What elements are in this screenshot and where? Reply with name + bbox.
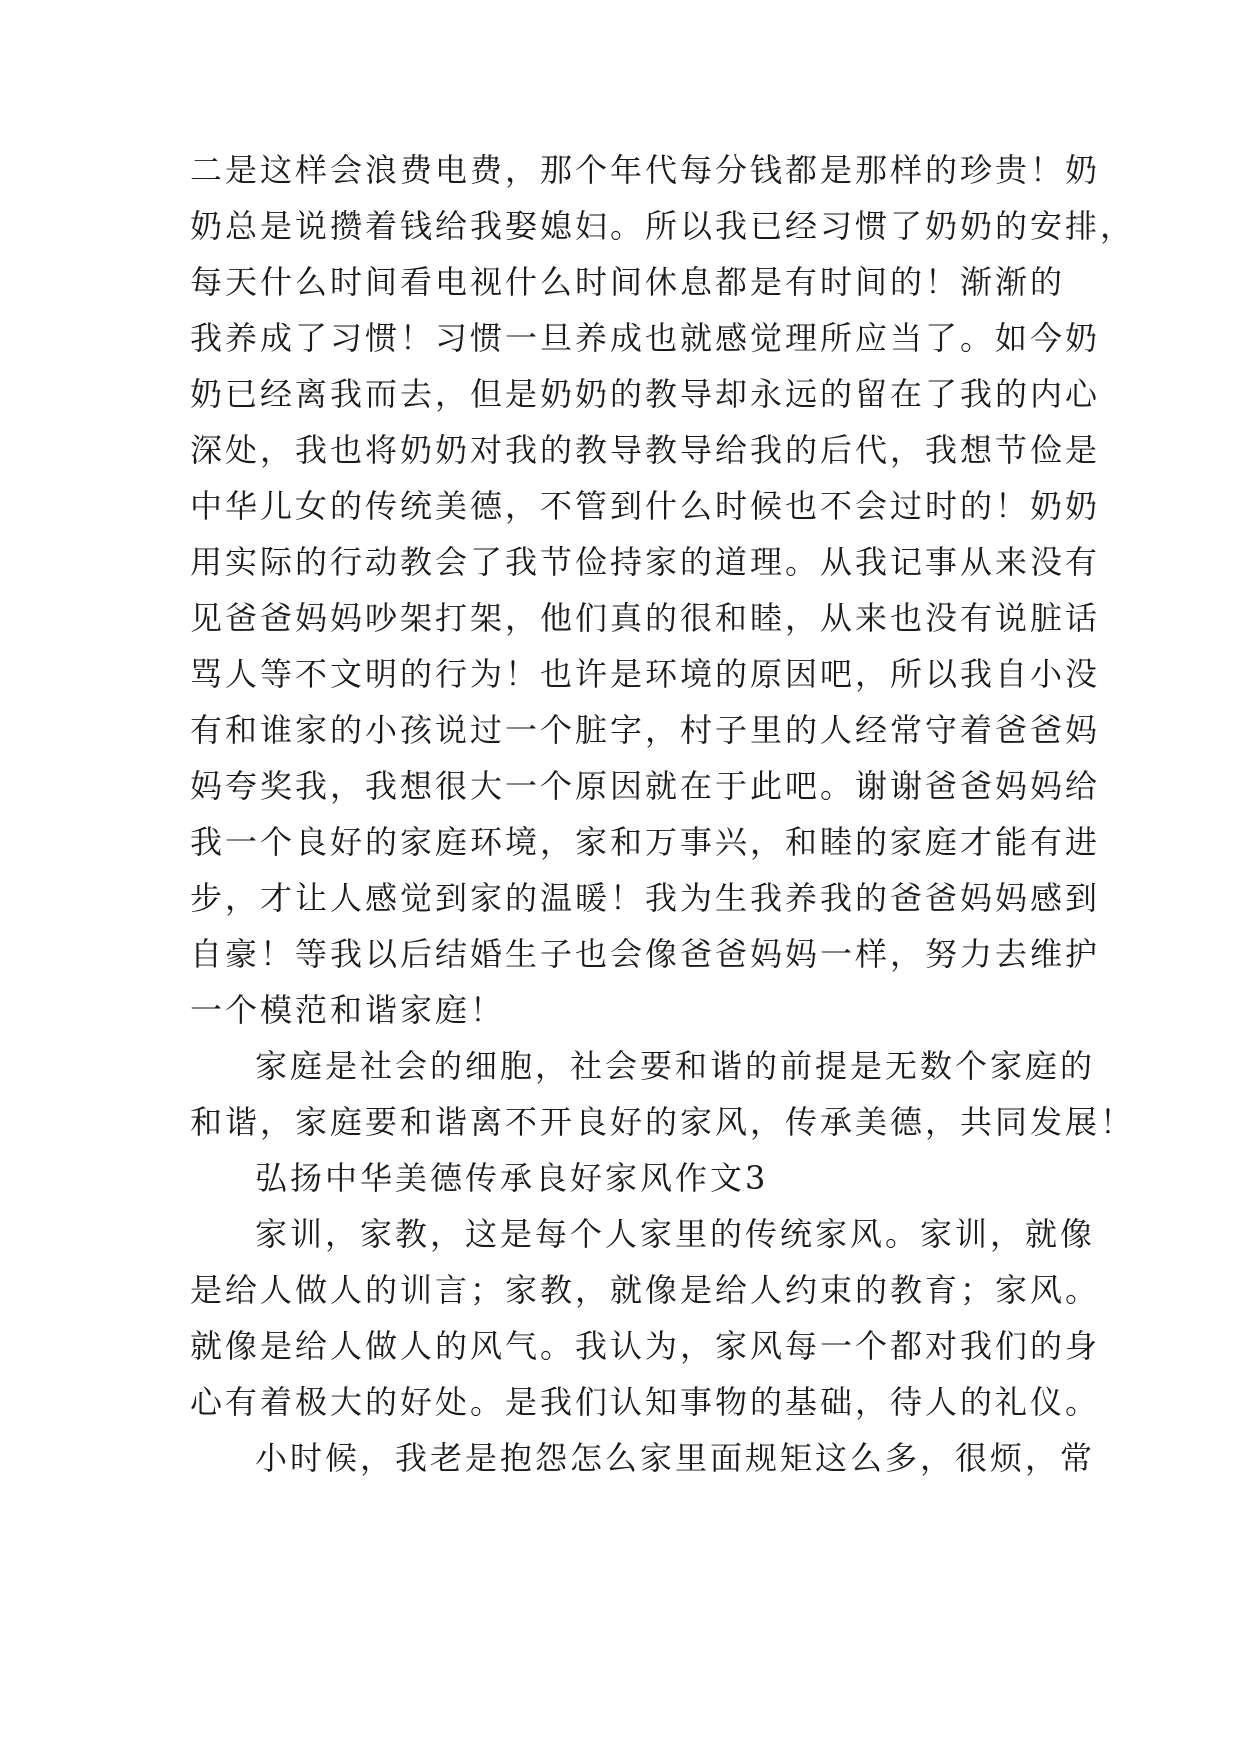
text-line-16: 一个模范和谐家庭！ xyxy=(190,991,506,1029)
text-line-2: 奶总是说攒着钱给我娶媳妇。所以我已经习惯了奶奶的安排， xyxy=(190,207,1136,245)
text-line-22: 就像是给人做人的风气。我认为，家风每一个都对我们的身 xyxy=(190,1327,1101,1365)
text-line-5: 奶已经离我而去，但是奶奶的教导却永远的留在了我的内心 xyxy=(190,375,1101,413)
text-line-8: 用实际的行动教会了我节俭持家的道理。从我记事从来没有 xyxy=(190,543,1101,581)
text-line-9: 见爸爸妈妈吵架打架，他们真的很和睦，从来也没有说脏话 xyxy=(190,599,1101,637)
text-line-10: 骂人等不文明的行为！也许是环境的原因吧，所以我自小没 xyxy=(190,655,1101,693)
text-line-6: 深处，我也将奶奶对我的教导教导给我的后代，我想节俭是 xyxy=(190,431,1101,469)
text-line-4: 我养成了习惯！习惯一旦养成也就感觉理所应当了。如今奶 xyxy=(190,319,1101,357)
text-line-18: 和谐，家庭要和谐离不开良好的家风，传承美德，共同发展！ xyxy=(190,1103,1136,1141)
text-line-23: 心有着极大的好处。是我们认知事物的基础，待人的礼仪。 xyxy=(190,1383,1101,1421)
text-line-13: 我一个良好的家庭环境，家和万事兴，和睦的家庭才能有进 xyxy=(190,823,1101,861)
text-line-14: 步，才让人感觉到家的温暖！我为生我养我的爸爸妈妈感到 xyxy=(190,879,1101,917)
text-line-15: 自豪！等我以后结婚生子也会像爸爸妈妈一样，努力去维护 xyxy=(190,935,1101,973)
text-line-7: 中华儿女的传统美德，不管到什么时候也不会过时的！奶奶 xyxy=(190,487,1101,525)
paragraph-start-line: 家训，家教，这是每个人家里的传统家风。家训，就像 xyxy=(255,1215,1096,1253)
paragraph-start-line: 家庭是社会的细胞，社会要和谐的前提是无数个家庭的 xyxy=(255,1047,1096,1085)
text-line-3: 每天什么时间看电视什么时间休息都是有时间的！渐渐的 xyxy=(190,263,1066,301)
text-line-12: 妈夸奖我，我想很大一个原因就在于此吧。谢谢爸爸妈妈给 xyxy=(190,767,1101,805)
text-line-11: 有和谁家的小孩说过一个脏字，村子里的人经常守着爸爸妈 xyxy=(190,711,1101,749)
text-line-21: 是给人做人的训言；家教，就像是给人约束的教育；家风。 xyxy=(190,1271,1101,1309)
text-line-1: 二是这样会浪费电费，那个年代每分钱都是那样的珍贵！奶 xyxy=(190,151,1101,189)
section-heading: 弘扬中华美德传承良好家风作文3 xyxy=(255,1159,769,1197)
paragraph-start-line: 小时候，我老是抱怨怎么家里面规矩这么多，很烦，常 xyxy=(255,1439,1096,1477)
